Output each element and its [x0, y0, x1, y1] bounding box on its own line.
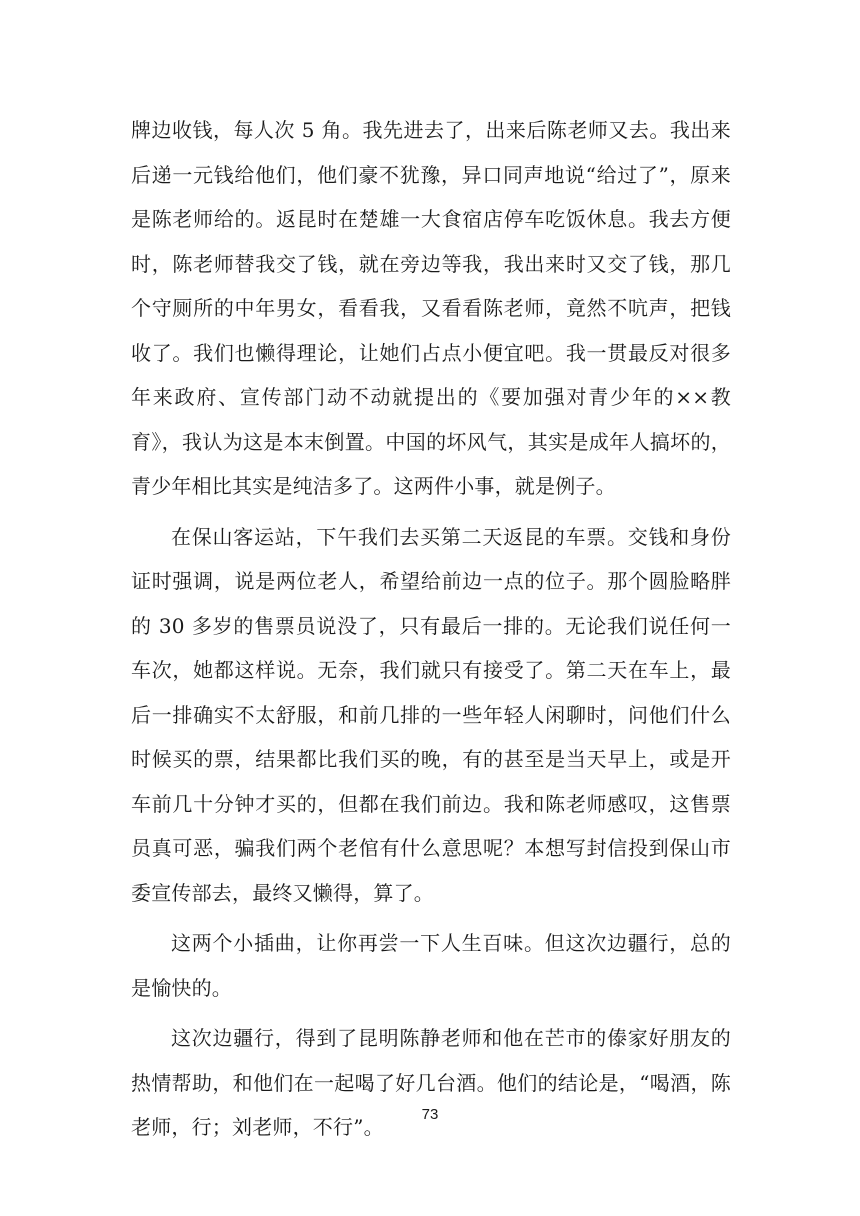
paragraph-summary: 这两个小插曲，让你再尝一下人生百味。但这次边疆行，总的是愉快的。: [131, 931, 731, 1000]
paragraph-acknowledgement: 这次边疆行，得到了昆明陈静老师和他在芒市的傣家好朋友的热情帮助，和他们在一起喝了好几台酒。他们的结论是，“喝酒，陈老师，行；刘老师，不行”。: [131, 1026, 731, 1139]
body-text: [131, 108, 731, 1156]
page-number: 73: [421, 1106, 439, 1123]
paragraph-ticket-story: 在保山客运站，下午我们去买第二天返昆的车票。交钱和身份证时强调，说是两位老人，希望给前边一点的位子。那个圆脸略胖的 30 多岁的售票员说没了，只有最后一排的。无论我们说任何一车次，她都这样说。无奈，我们就只有接受了。第二天在车上，最后一排确实不太舒服，和前几排的一些年轻人闲聊时，问他们什么时候买的票，结果都比我们买的晚，有的甚至是当天早上，或是开车前几十分钟才买的，但都在我们前边。我和陈老师感叹，这售票员真可恶，骗我们两个老倌有什么意思呢？本想写封信投到保山市委宣传部去，最终又懒得，算了。: [131, 524, 731, 905]
paragraph-continued: 牌边收钱，每人次 5 角。我先进去了，出来后陈老师又去。我出来后递一元钱给他们，他们豪不犹豫，异口同声地说“给过了”，原来是陈老师给的。返昆时在楚雄一大食宿店停车吃饭休息。我去方便时，陈老师替我交了钱，就在旁边等我，我出来时又交了钱，那几个守厕所的中年男女，看看我，又看看陈老师，竟然不吭声，把钱收了。我们也懒得理论，让她们占点小便宜吧。我一贯最反对很多年来政府、宣传部门动不动就提出的《要加强对青少年的××教育》，我认为这是本末倒置。中国的坏风气，其实是成年人搞坏的，青少年相比其实是纯洁多了。这两件小事，就是例子。: [131, 118, 731, 498]
